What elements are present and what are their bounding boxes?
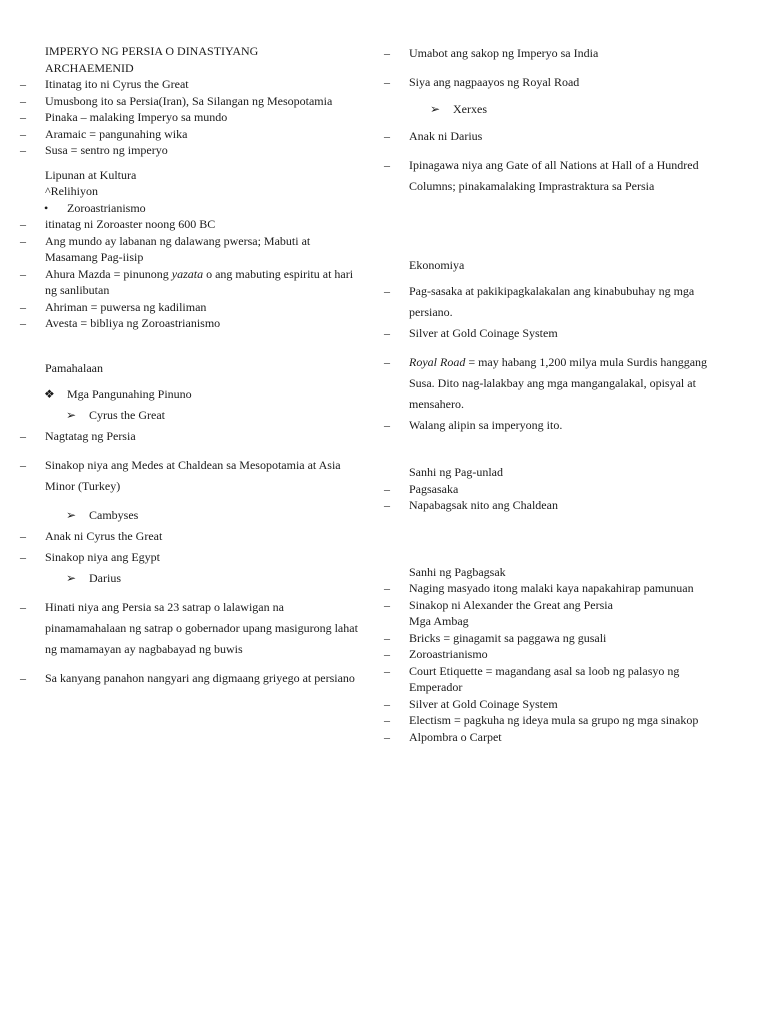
list-item: – Anak ni Darius [384,126,724,147]
dash-marker: – [384,498,390,512]
subheading-relihiyon: ^Relihiyon [45,184,98,198]
dash-marker: – [20,233,26,248]
list-item: – Umabot ang sakop ng Imperyo sa India [384,43,724,64]
arrow-icon: ➢ [430,102,441,116]
dash-marker: – [20,110,26,124]
list-item: – Court Etiquette = magandang asal sa loob ng palasyo ng Emperador [384,663,680,694]
list-item: – Silver at Gold Coinage System [384,696,558,711]
list-item: – Sa kanyang panahon nangyari ang digmaang griyego at persiano [20,668,365,689]
dash-marker: – [384,647,390,661]
dash-marker: – [384,696,390,711]
list-item: – Avesta = bibliya ng Zoroastrianismo [20,316,221,330]
dash-marker: – [384,157,390,172]
diamond-icon: ❖ [44,387,55,401]
dash-marker: – [20,316,26,330]
list-item: – Walang alipin sa imperyong ito. [384,415,724,436]
section-heading-ekonomiya: Ekonomiya [409,257,465,272]
list-item: – Napabagsak nito ang Chaldean [384,498,558,512]
dash-marker: – [20,299,26,314]
list-item: – Itinatag ito ni Cyrus the Great [20,77,189,91]
dash-marker: – [20,429,26,443]
list-item: – Alpombra o Carpet [384,729,502,744]
dash-marker: – [384,713,390,727]
arrow-icon: ➢ [66,571,77,585]
dash-marker: – [20,93,26,108]
list-item: – Sinakop ni Alexander the Great ang Persia [384,597,613,612]
arrow-item-cyrus: ➢ Cyrus the Great [20,405,365,426]
list-item: – Electism = pagkuha ng ideya mula sa grupo ng mga sinakop [384,713,699,727]
title-line-2: ARCHAEMENID [45,60,134,75]
list-item: – Ahriman = puwersa ng kadiliman [20,299,207,314]
bullet-item-zoroastrianismo: • Zoroastrianismo [44,200,146,215]
arrow-icon: ➢ [66,508,77,522]
list-item: – Umusbong ito sa Persia(Iran), Sa Silangan ng Mesopotamia [20,93,333,108]
dash-marker: – [20,600,26,614]
dash-marker: – [384,729,390,744]
dash-marker: – [384,355,390,369]
list-item: – Silver at Gold Coinage System [384,323,724,344]
dash-marker: – [20,550,26,564]
list-item: – Susa = sentro ng imperyo [20,143,168,157]
list-item: – itinatag ni Zoroaster noong 600 BC [20,217,216,231]
list-item: – Siya ang nagpaayos ng Royal Road [384,72,724,93]
title-line-1: IMPERYO NG PERSIA O DINASTIYANG [45,44,259,58]
list-item: – Ang mundo ay labanan ng dalawang pwersa; Mabuti at Masamang Pag-iisip [20,233,311,264]
list-item: – Hinati niya ang Persia sa 23 satrap o lalawigan na pinamamahalaan ng satrap o gobernador upang masigurong lahat ng mamamayan ay nagbabayad ng buwis [20,597,365,660]
list-item: – Royal Road = may habang 1,200 milya mula Surdis hanggang Susa. Dito nag-lalakbay ang mga mangangalakal, opisyal at mensahero. [384,352,724,415]
dash-marker: – [384,284,390,298]
dash-marker: – [384,597,390,612]
list-item: – Sinakop niya ang Egypt [20,547,365,568]
list-item: – Sinakop niya ang Medes at Chaldean sa Mesopotamia at Asia Minor (Turkey) [20,455,365,497]
list-item: – Ipinagawa niya ang Gate of all Nations at Hall of a Hundred Columns; pinakamalaking Imprastraktura sa Persia [384,155,724,197]
left-column [20,43,365,689]
list-item: – Aramaic = pangunahing wika [20,126,188,141]
dash-marker: – [20,217,26,231]
arrow-icon: ➢ [66,408,77,422]
dash-marker: – [20,529,26,543]
italic-term: Royal Road [409,355,466,369]
dash-marker: – [20,458,26,472]
list-item: – Naging masyado itong malaki kaya napakahirap pamunuan [384,581,694,595]
section-heading-pag-unlad: Sanhi ng Pag-unlad [409,465,503,479]
dash-marker: – [384,481,390,496]
dash-marker: – [384,128,390,143]
dash-marker: – [384,46,390,60]
list-item: – Ahura Mazda = pinunong yazata o ang mabuting espiritu at hari ng sanlibutan [20,266,354,297]
dash-marker: – [384,418,390,432]
list-item: – Anak ni Cyrus the Great [20,526,365,547]
diamond-item-pinuno: ❖ Mga Pangunahing Pinuno [20,384,365,405]
list-item: – Zoroastrianismo [384,647,488,661]
dash-marker: – [20,126,26,141]
arrow-item-cambyses: ➢ Cambyses [20,505,365,526]
section-heading-ambag: Mga Ambag [409,614,469,628]
dash-marker: – [384,630,390,645]
right-column [384,43,724,745]
dash-marker: – [20,671,26,685]
dash-marker: – [20,143,26,157]
list-item: – Pagsasaka [384,481,459,496]
section-heading-pagbagsak: Sanhi ng Pagbagsak [409,564,506,579]
list-item: – Bricks = ginagamit sa paggawa ng gusali [384,630,607,645]
dash-marker: – [20,77,26,91]
list-item: – Pinaka – malaking Imperyo sa mundo [20,110,228,124]
arrow-item-xerxes: ➢ Xerxes [430,102,487,116]
dash-marker: – [384,581,390,595]
dash-marker: – [384,326,390,340]
arrow-item-darius: ➢ Darius [20,568,365,589]
dash-marker: – [384,75,390,89]
section-heading-lipunan: Lipunan at Kultura [45,167,137,182]
bullet-icon: • [44,200,49,215]
dash-marker: – [20,266,26,281]
list-item: – Nagtatag ng Persia [20,426,365,447]
italic-term: yazata [171,266,204,281]
section-heading-pamahalaan: Pamahalaan [45,360,103,375]
dash-marker: – [384,663,390,678]
list-item: – Pag-sasaka at pakikipagkalakalan ang kinabubuhay ng mga persiano. [384,281,724,323]
